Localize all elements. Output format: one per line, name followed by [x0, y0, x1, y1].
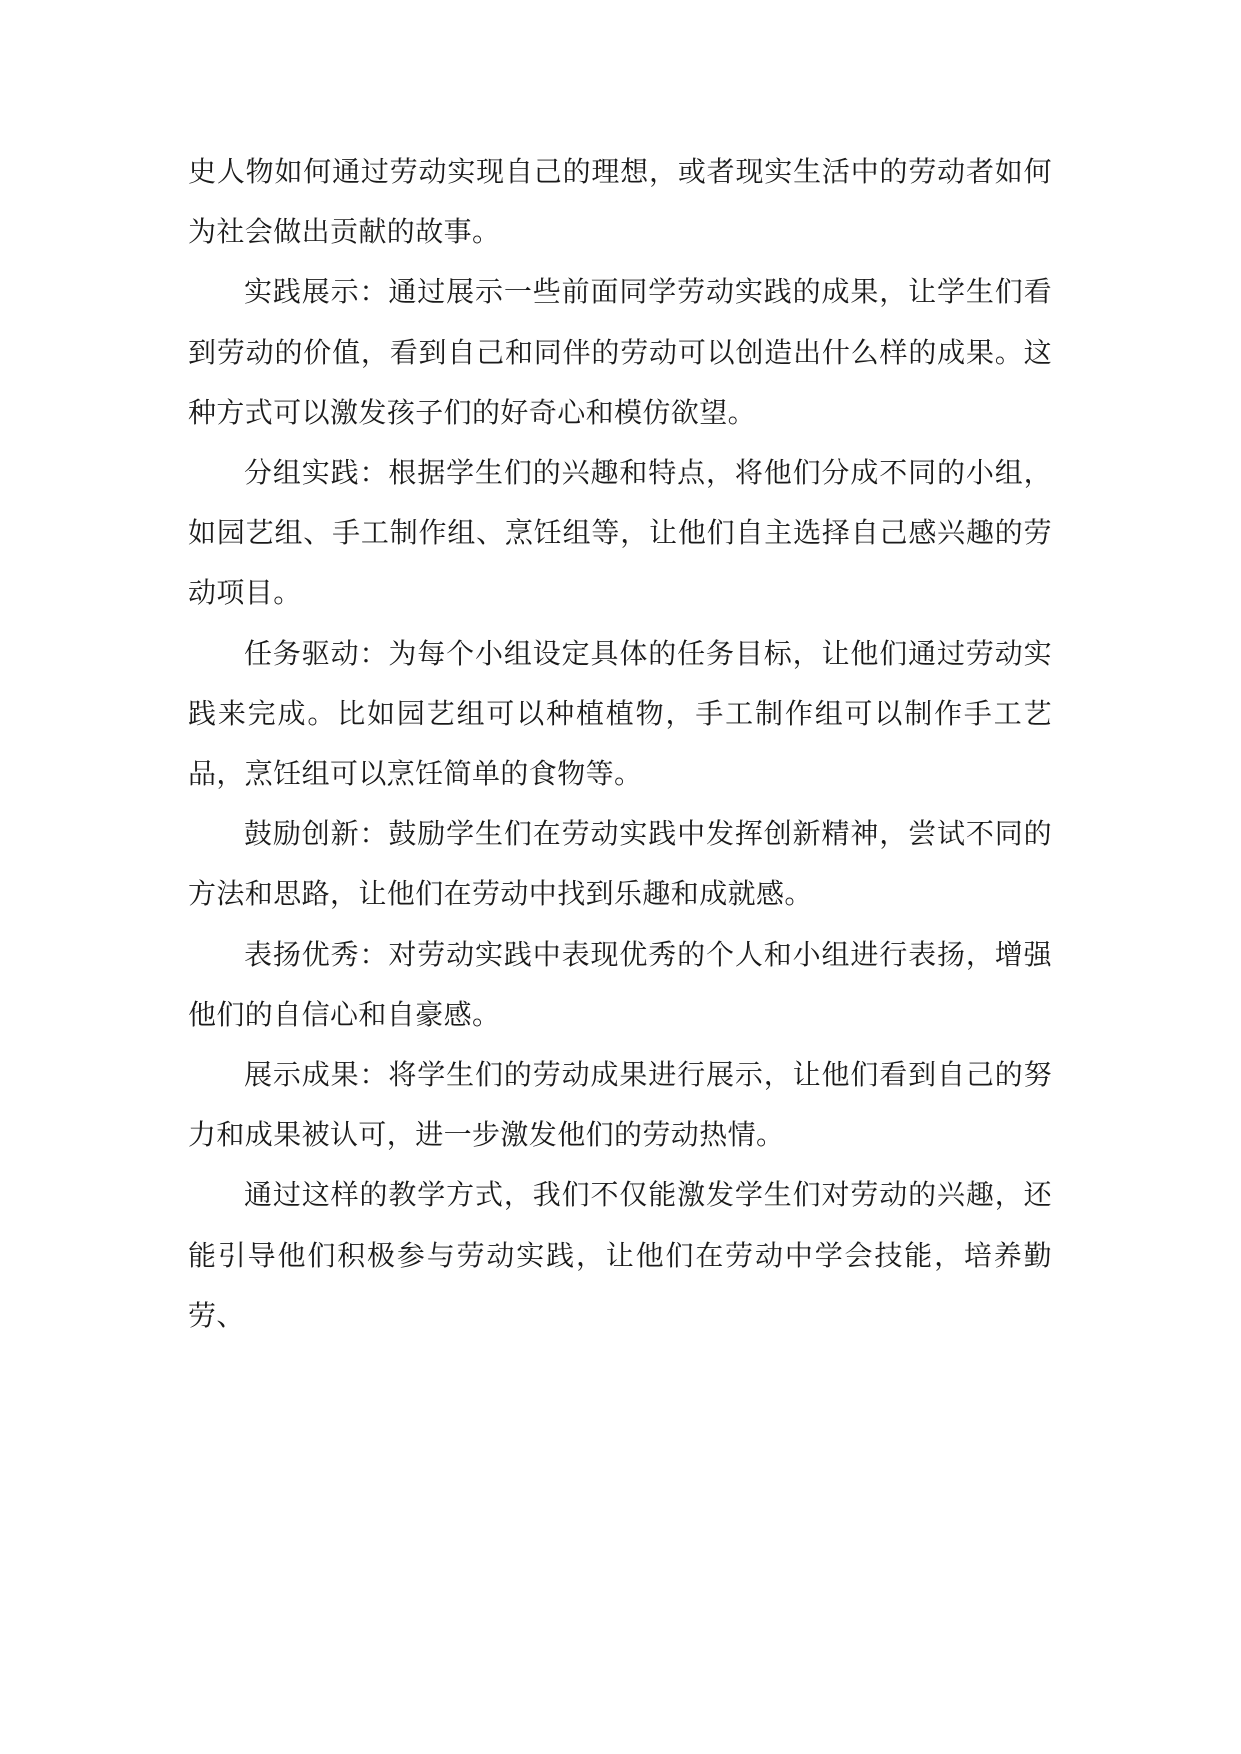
paragraph-practice-showcase: 实践展示：通过展示一些前面同学劳动实践的成果，让学生们看到劳动的价值，看到自己和同伴的劳动可以创造出什么样的成果。这种方式可以激发孩子们的好奇心和模仿欲望。: [188, 275, 1052, 429]
paragraph-praise-excellence: 表扬优秀：对劳动实践中表现优秀的个人和小组进行表扬，增强他们的自信心和自豪感。: [188, 937, 1052, 1031]
paragraph-group-practice: 分组实践：根据学生们的兴趣和特点，将他们分成不同的小组，如园艺组、手工制作组、烹饪组等，让他们自主选择自己感兴趣的劳动项目。: [188, 456, 1052, 610]
paragraph-task-driven: 任务驱动：为每个小组设定具体的任务目标，让他们通过劳动实践来完成。比如园艺组可以种植植物，手工制作组可以制作手工艺品，烹饪组可以烹饪简单的食物等。: [188, 636, 1052, 791]
paragraph-encourage-innovation: 鼓励创新：鼓励学生们在劳动实践中发挥创新精神，尝试不同的方法和思路，让他们在劳动中找到乐趣和成就感。: [188, 817, 1052, 911]
paragraph-conclusion: 通过这样的教学方式，我们不仅能激发学生们对劳动的兴趣，还能引导他们积极参与劳动实践，让他们在劳动中学会技能，培养勤劳、: [188, 1178, 1052, 1332]
paragraph-display-results: 展示成果：将学生们的劳动成果进行展示，让他们看到自己的努力和成果被认可，进一步激发他们的劳动热情。: [188, 1058, 1052, 1152]
document-body: [188, 142, 1052, 1346]
paragraph-continued-history-stories: 史人物如何通过劳动实现自己的理想，或者现实生活中的劳动者如何为社会做出贡献的故事。: [188, 155, 1052, 249]
